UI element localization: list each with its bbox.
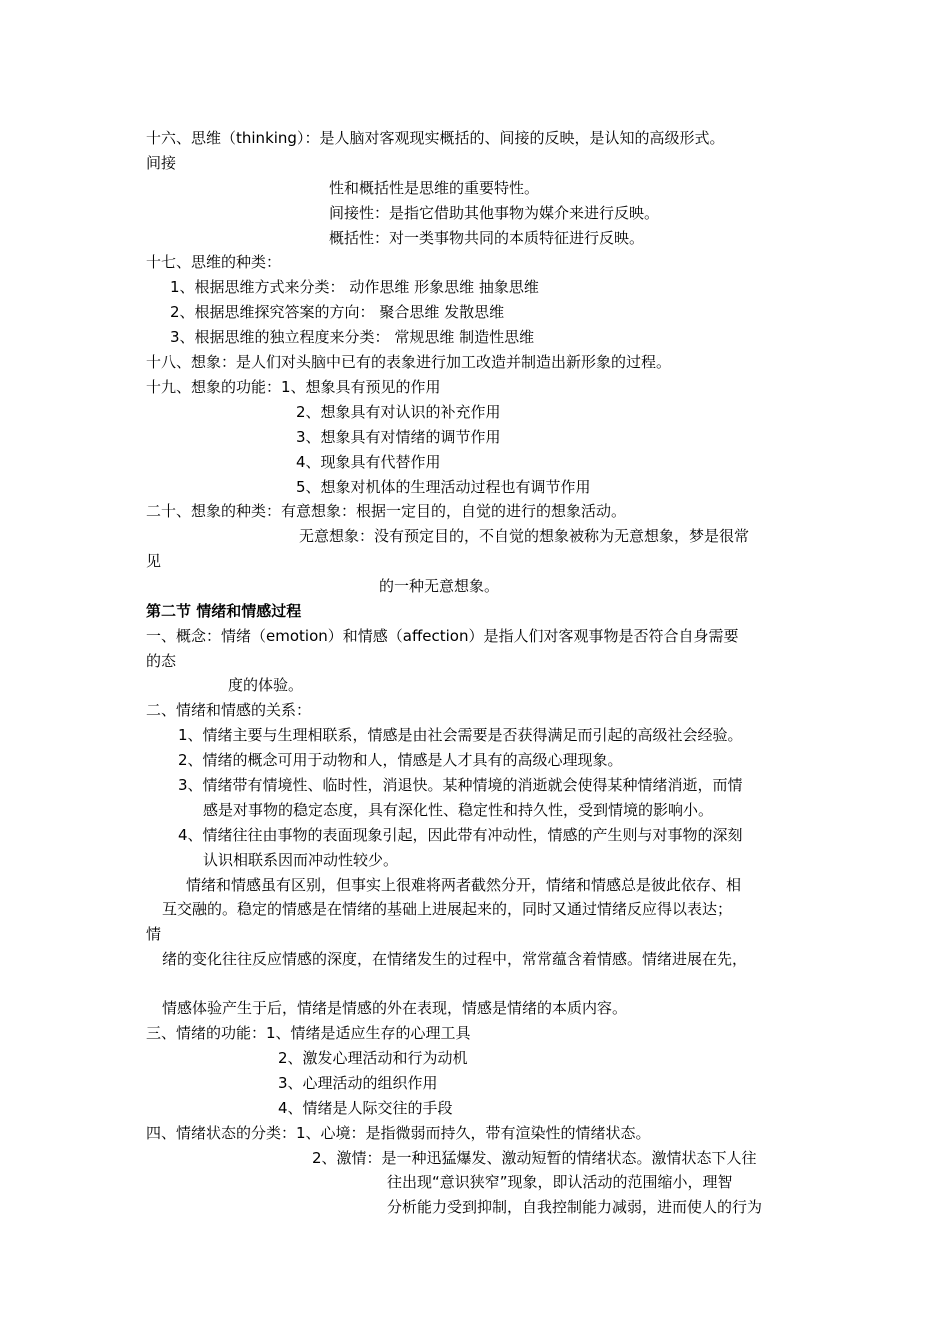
text-line: 2、激发心理活动和行为动机 <box>278 1049 468 1067</box>
text-line: 十八、想象：是人们对头脑中已有的表象进行加工改造并制造出新形象的过程。 <box>146 353 672 371</box>
text-line: 3、想象具有对情绪的调节作用 <box>296 428 501 446</box>
text-line: 概括性：对一类事物共同的本质特征进行反映。 <box>329 229 645 247</box>
section-heading: 第二节 情绪和情感过程 <box>146 602 302 620</box>
text-line: 二十、想象的种类：有意想象：根据一定目的，自觉的进行的想象活动。 <box>146 502 627 520</box>
text-line: 性和概括性是思维的重要特性。 <box>329 179 540 197</box>
text-line: 2、根据思维探究答案的方向： 聚合思维 发散思维 <box>170 303 505 321</box>
text-line: 1、根据思维方式来分类： 动作思维 形象思维 抽象思维 <box>170 278 539 296</box>
text-line: 度的体验。 <box>228 676 304 694</box>
text-line: 四、情绪状态的分类：1、心境：是指微弱而持久，带有渲染性的情绪状态。 <box>146 1124 651 1142</box>
text-line: 的态 <box>146 652 177 670</box>
text-line: 情 <box>146 925 162 943</box>
text-line: 2、情绪的概念可用于动物和人，情感是人才具有的高级心理现象。 <box>178 751 623 769</box>
text-line: 3、根据思维的独立程度来分类： 常规思维 制造性思维 <box>170 328 535 346</box>
text-line: 往出现“意识狭窄”现象，即认活动的范围缩小，理智 <box>387 1173 733 1191</box>
text-line: 情绪和情感虽有区别，但事实上很难将两者截然分开，情绪和情感总是彼此依存、相 <box>186 876 742 894</box>
text-line: 2、激情：是一种迅猛爆发、激动短暂的情绪状态。激情状态下人往 <box>312 1149 757 1167</box>
text-line: 5、想象对机体的生理活动过程也有调节作用 <box>296 478 591 496</box>
text-line: 1、情绪主要与生理相联系，情感是由社会需要是否获得满足而引起的高级社会经验。 <box>178 726 743 744</box>
text-line: 一、概念：情绪（emotion）和情感（affection）是指人们对客观事物是否符合自身需要 <box>146 627 739 645</box>
text-line: 间接性：是指它借助其他事物为媒介来进行反映。 <box>329 204 660 222</box>
text-line: 2、想象具有对认识的补充作用 <box>296 403 501 421</box>
text-line: 3、情绪带有情境性、临时性，消退快。某种情境的消逝就会使得某种情绪消逝，而情 <box>178 776 743 794</box>
text-line: 二、情绪和情感的关系： <box>146 701 312 719</box>
text-line: 4、情绪往往由事物的表面现象引起，因此带有冲动性，情感的产生则与对事物的深刻 <box>178 826 743 844</box>
text-line: 感是对事物的稳定态度，具有深化性、稳定性和持久性，受到情境的影响小。 <box>203 801 714 819</box>
text-line: 分析能力受到抑制，自我控制能力减弱，进而使人的行为 <box>387 1198 763 1216</box>
text-line: 十六、思维（thinking）：是人脑对客观现实概括的、间接的反映，是认知的高级形式。 <box>146 129 725 147</box>
text-line: 互交融的。稳定的情感是在情绪的基础上进展起来的，同时又通过情绪反应得以表达； <box>162 900 733 918</box>
text-line: 十九、想象的功能：1、想象具有预见的作用 <box>146 378 441 396</box>
text-line: 情感体验产生于后，情绪是情感的外在表现，情感是情绪的本质内容。 <box>162 999 628 1017</box>
text-line: 见 <box>146 552 162 570</box>
text-line: 间接 <box>146 154 177 172</box>
text-line: 4、现象具有代替作用 <box>296 453 441 471</box>
text-line: 无意想象：没有预定目的，不自觉的想象被称为无意想象，梦是很常 <box>299 527 750 545</box>
text-line: 的一种无意想象。 <box>379 577 500 595</box>
text-line: 认识相联系因而冲动性较少。 <box>203 851 399 869</box>
text-line: 4、情绪是人际交往的手段 <box>278 1099 453 1117</box>
text-line: 3、心理活动的组织作用 <box>278 1074 438 1092</box>
text-line: 绪的变化往往反应情感的深度，在情绪发生的过程中，常常蕴含着情感。情绪进展在先， <box>162 950 748 968</box>
text-line: 三、情绪的功能：1、情绪是适应生存的心理工具 <box>146 1024 471 1042</box>
text-line: 十七、思维的种类： <box>146 253 282 271</box>
